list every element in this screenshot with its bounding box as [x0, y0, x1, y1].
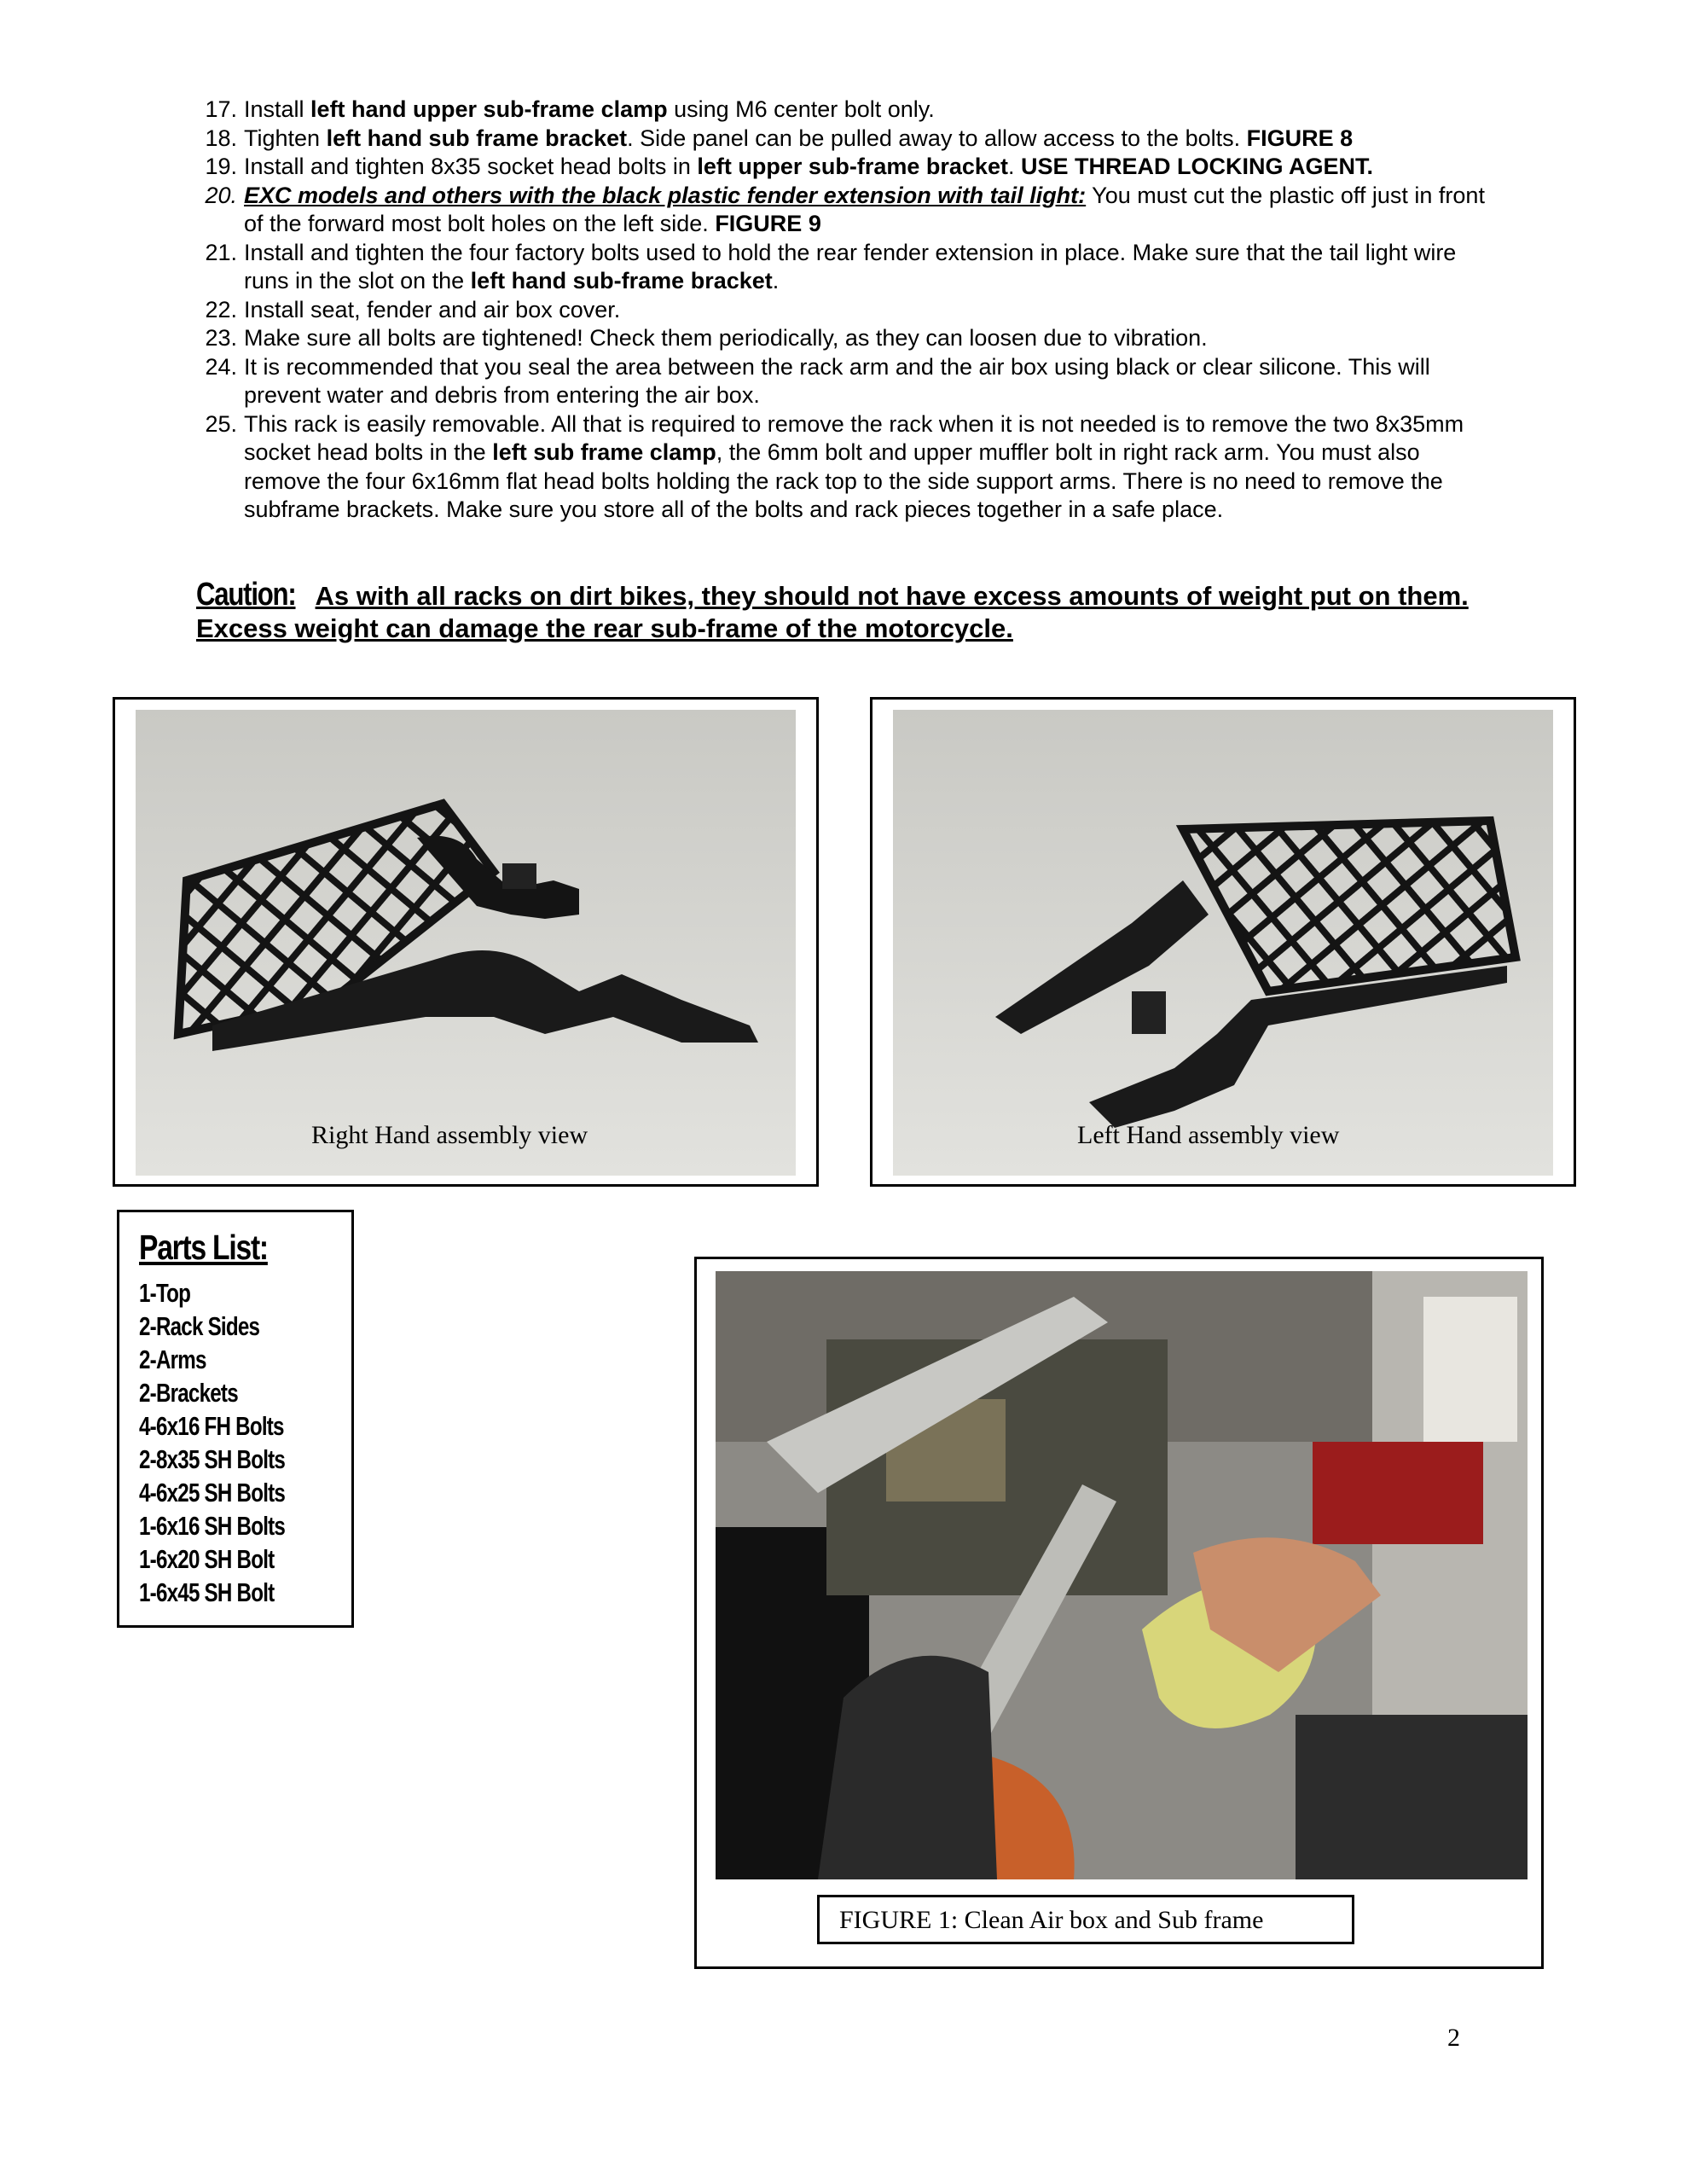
step-text: .: [1007, 154, 1021, 179]
step-text: This rack is easily removable. All that is required to remove the rack when it is not needed is to remove the two 8x35mm socket head bolts in the: [244, 410, 1464, 465]
step-text: . Side panel can be pulled away to allow access to the bolts.: [627, 125, 1247, 151]
parts-list-item: 2-Brackets: [139, 1378, 238, 1408]
step-text: Install and tighten 8x35 socket head bolts in: [244, 154, 698, 179]
figure-left-hand: [870, 697, 1576, 1187]
figure-right-hand: [113, 697, 819, 1187]
caution-label: Caution:: [196, 577, 296, 613]
instruction-steps: [196, 96, 1493, 525]
step-text: Make sure all bolts are tightened! Check them periodically, as they can loosen due to vibration.: [244, 325, 1208, 351]
step-text: Tighten: [244, 125, 327, 151]
step-text: USE THREAD LOCKING AGENT.: [1020, 154, 1373, 179]
parts-list-item: 1-6x20 SH Bolt: [139, 1544, 275, 1574]
step-text: Install: [244, 96, 311, 122]
step-item: [196, 153, 1493, 182]
parts-list-title: Parts List:: [139, 1228, 268, 1267]
airbox-cleaning-photo: [716, 1271, 1528, 1879]
step-number: 17.: [205, 96, 237, 122]
figure-1-caption: FIGURE 1: Clean Air box and Sub frame: [817, 1895, 1354, 1944]
step-text: You must cut the plastic off just in front of the forward most bolt holes on the left side.: [244, 182, 1485, 236]
step-item: [196, 239, 1493, 296]
caution-text: As with all racks on dirt bikes, they should not have excess amounts of weight put on them. Excess weight can damage the rear sub-frame of the motorcycle.: [196, 581, 1469, 643]
step-text: Install and tighten the four factory bolts used to hold the rear fender extension in place. Make sure that the tail light wire runs in the slot on the: [244, 239, 1457, 293]
step-text: It is recommended that you seal the area between the rack arm and the air box using black or clear silicone. This will prevent water and debris from entering the air box.: [244, 353, 1430, 408]
step-item: [196, 353, 1493, 410]
step-text: using M6 center bolt only.: [667, 96, 935, 122]
step-item: [196, 182, 1493, 239]
figure-1: [694, 1257, 1544, 1969]
step-text: left hand upper sub-frame clamp: [310, 96, 668, 122]
step-text: left hand sub frame bracket: [326, 125, 628, 151]
parts-list-item: 4-6x16 FH Bolts: [139, 1411, 284, 1441]
right-hand-caption: Right Hand assembly view: [311, 1121, 588, 1149]
step-item: [196, 324, 1493, 353]
step-text: , the 6mm bolt and upper muffler bolt in right rack arm. You must also remove the four 6x16mm flat head bolts holding the rack top to the side support arms. There is no need to remove the subframe brackets. Make sure you store all of the bolts and rack pieces together in a safe place.: [244, 439, 1443, 522]
step-item: [196, 296, 1493, 325]
step-number: 19.: [205, 154, 237, 179]
step-item: [196, 96, 1493, 125]
step-number: 18.: [205, 125, 237, 151]
step-text: left hand sub-frame bracket: [470, 268, 773, 293]
step-number: 21.: [205, 239, 237, 265]
step-number: 23.: [205, 325, 237, 351]
left-hand-caption: Left Hand assembly view: [1077, 1121, 1340, 1149]
step-number: 22.: [205, 296, 237, 322]
parts-list-item: 1-6x16 SH Bolts: [139, 1511, 286, 1541]
caution-note: [196, 578, 1493, 645]
parts-list-item: 2-Arms: [139, 1345, 206, 1374]
step-text: FIGURE 8: [1246, 125, 1354, 151]
step-text: Install seat, fender and air box cover.: [244, 296, 621, 322]
step-text: .: [772, 268, 780, 293]
rack-right-hand-photo: [136, 710, 796, 1176]
step-text: left sub frame clamp: [492, 439, 716, 465]
parts-list-item: 4-6x25 SH Bolts: [139, 1478, 286, 1507]
step-text: EXC models and others with the black plastic fender extension with tail light:: [244, 182, 1087, 208]
parts-list-item: 2-8x35 SH Bolts: [139, 1444, 286, 1474]
step-number: 20.: [205, 182, 237, 208]
rack-left-hand-photo: [893, 710, 1553, 1176]
step-text: FIGURE 9: [715, 211, 821, 236]
step-item: [196, 410, 1493, 525]
step-number: 25.: [205, 410, 237, 437]
page-number: 2: [1447, 2024, 1460, 2052]
step-item: [196, 125, 1493, 154]
parts-list-item: 2-Rack Sides: [139, 1311, 260, 1341]
parts-list: [117, 1210, 354, 1628]
step-text: left upper sub-frame bracket: [697, 154, 1008, 179]
parts-list-item: 1-6x45 SH Bolt: [139, 1577, 275, 1607]
step-number: 24.: [205, 353, 237, 380]
parts-list-item: 1-Top: [139, 1278, 191, 1308]
